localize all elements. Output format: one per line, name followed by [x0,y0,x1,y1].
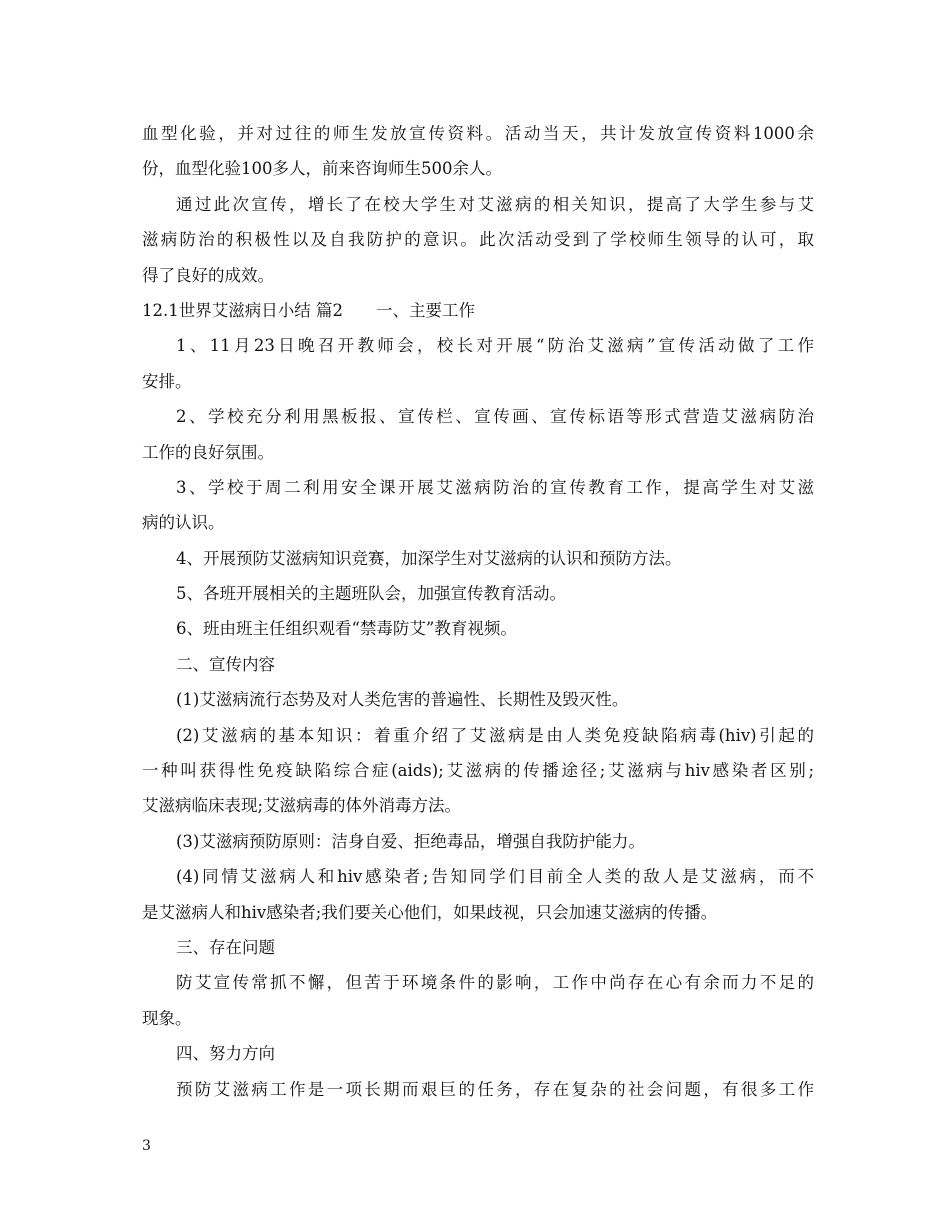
section-heading: 12.1世界艾滋病日小结 篇2 一、主要工作 [142,300,475,320]
section-heading: 四、努力方向 [176,1044,275,1064]
text-line: 3、学校于周二利用安全课开展艾滋病防治的宣传教育工作，提高学生对艾滋 [176,477,814,497]
text-line: 6、班由班主任组织观看“禁毒防艾”教育视频。 [176,619,517,639]
text-line: 一种叫获得性免疫缺陷综合症(aids);艾滋病的传播途径;艾滋病与hiv感染者区别; [142,761,814,781]
text-line: 病的认识。 [142,513,225,533]
document-body [142,116,814,1107]
text-line: 滋病防治的积极性以及自我防护的意识。此次活动受到了学校师生领导的认可，取 [142,230,814,250]
text-line: 防艾宣传常抓不懈，但苦于环境条件的影响，工作中尚存在心有余而力不足的 [176,973,814,993]
text-line: 通过此次宣传，增长了在校大学生对艾滋病的相关知识，提高了大学生参与艾 [176,194,814,214]
text-line: 份，血型化验100多人，前来咨询师生500余人。 [142,159,502,179]
text-line: 是艾滋病人和hiv感染者;我们要关心他们，如果歧视，只会加速艾滋病的传播。 [142,902,718,922]
text-line: 工作的良好氛围。 [142,442,274,462]
text-line: (4)同情艾滋病人和hiv感染者;告知同学们目前全人类的敌人是艾滋病，而不 [176,867,814,887]
text-line: (3)艾滋病预防原则：洁身自爱、拒绝毒品，增强自我防护能力。 [176,831,645,851]
page-number: 3 [142,1138,151,1154]
text-line: 1、11月23日晚召开教师会，校长对开展“防治艾滋病”宣传活动做了工作 [176,336,814,356]
text-line: (2)艾滋病的基本知识：着重介绍了艾滋病是由人类免疫缺陷病毒(hiv)引起的 [176,725,814,745]
text-line: 2、学校充分利用黑板报、宣传栏、宣传画、宣传标语等形式营造艾滋病防治 [176,407,814,427]
text-line: 现象。 [142,1008,192,1028]
section-heading: 二、宣传内容 [176,654,275,674]
text-line: 4、开展预防艾滋病知识竞赛，加深学生对艾滋病的认识和预防方法。 [176,548,682,568]
text-line: 艾滋病临床表现;艾滋病毒的体外消毒方法。 [142,796,462,816]
text-line: 安排。 [142,371,192,391]
text-line: (1)艾滋病流行态势及对人类危害的普遍性、长期性及毁灭性。 [176,690,629,710]
section-heading: 三、存在问题 [176,937,275,957]
text-line: 5、各班开展相关的主题班队会，加强宣传教育活动。 [176,584,566,604]
text-line: 得了良好的成效。 [142,265,274,285]
text-line: 预防艾滋病工作是一项长期而艰巨的任务，存在复杂的社会问题，有很多工作 [176,1079,814,1099]
text-line: 血型化验，并对过往的师生发放宣传资料。活动当天，共计发放宣传资料1000余 [142,124,814,143]
